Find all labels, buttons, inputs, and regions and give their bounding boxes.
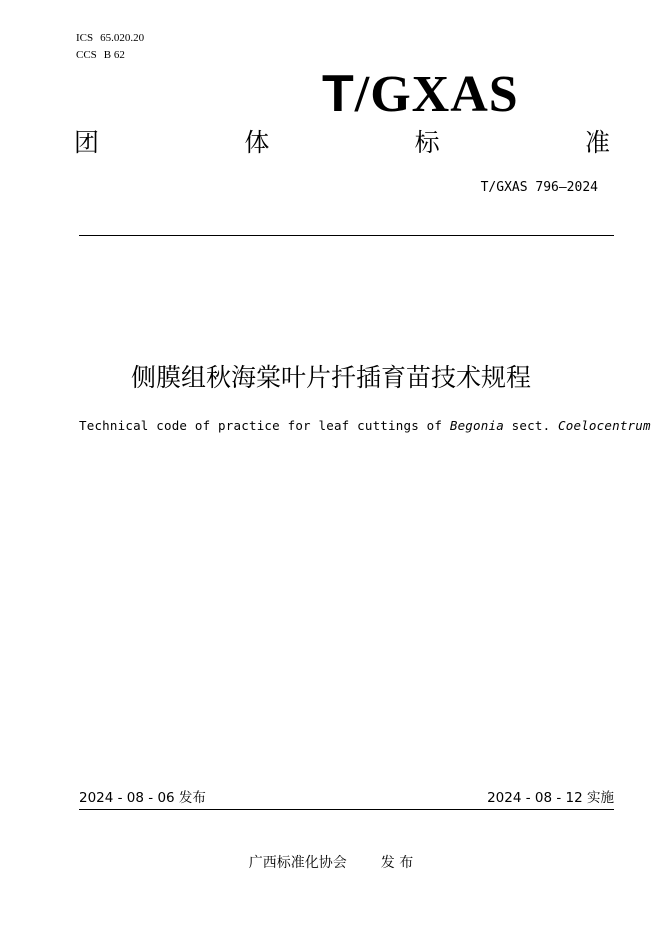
date-row	[79, 788, 614, 808]
title-english-middle: sect.	[503, 418, 559, 433]
ccs-code: B 62	[103, 49, 125, 61]
top-divider	[79, 235, 614, 236]
ccs-label: CCS	[76, 49, 97, 61]
title-english-prefix: Technical code of practice for leaf cuttings of	[79, 418, 450, 433]
title-english-section: Coelocentrum	[558, 418, 651, 433]
issuer-name: 广西标准化协会	[248, 855, 347, 871]
ics-classification	[76, 31, 144, 45]
logo-slash: /	[354, 66, 371, 123]
ics-code: 65.020.20	[100, 32, 145, 44]
title-chinese: 侧膜组秋海棠叶片扦插育苗技术规程	[130, 363, 531, 392]
logo-t: T	[322, 65, 355, 123]
title-english	[79, 417, 651, 435]
ccs-classification	[76, 48, 125, 62]
standard-type-char: 体	[244, 128, 270, 157]
issuer-action: 发 布	[380, 855, 414, 871]
issuer	[0, 853, 662, 873]
publish-date: 2024 - 08 - 06 发布	[79, 790, 206, 806]
implement-date: 2024 - 08 - 12 实施	[487, 790, 614, 806]
tgxas-logo	[322, 64, 582, 124]
standard-number: T/GXAS 796—2024	[480, 180, 598, 195]
logo-gxas: GXAS	[370, 66, 519, 123]
standard-type-char: 准	[584, 128, 610, 157]
ics-label: ICS	[76, 32, 94, 44]
bottom-divider	[79, 809, 614, 810]
title-english-genus: Begonia	[449, 418, 504, 433]
standard-type-char: 团	[74, 128, 100, 157]
standard-type-heading	[74, 126, 610, 160]
standard-type-char: 标	[414, 128, 440, 157]
